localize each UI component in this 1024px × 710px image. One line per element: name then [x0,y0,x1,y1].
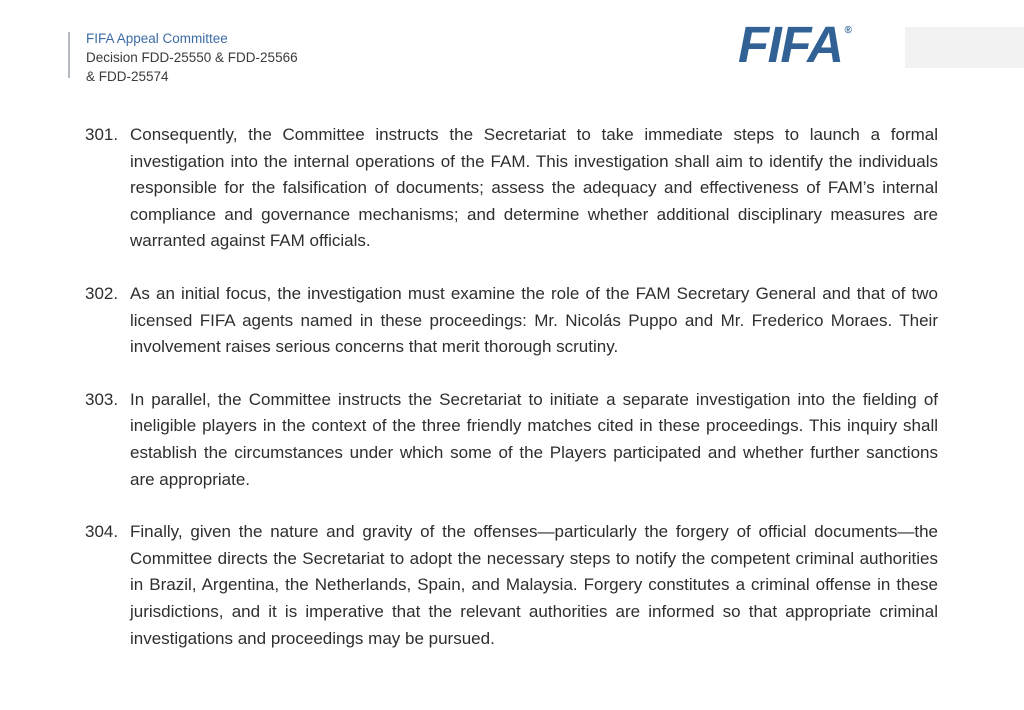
paragraph-text: Finally, given the nature and gravity of the offenses—particularly the forgery of official documents—the Committee directs the Secretariat to adopt the necessary steps to notify the competent criminal authorities in Brazil, Argentina, the Netherlands, Spain, and Malaysia. Forgery constitutes a criminal offense in these jurisdictions, and it is imperative that the relevant authorities are informed so that appropriate criminal investigations and proceedings may be pursued. [130,522,938,648]
paragraph-text: In parallel, the Committee instructs the Secretariat to initiate a separate investigation into the fielding of ineligible players in the context of the three friendly matches cited in these proceedings. This inquiry shall establish the circumstances under which some of the Players participated and whether further sanctions are appropriate. [130,389,938,489]
paragraph-302 [85,281,938,361]
header-text-block [86,29,298,86]
paragraph-304 [85,519,938,652]
registered-trademark-icon: ® [844,25,852,36]
fifa-logo [738,16,852,73]
committee-title: FIFA Appeal Committee [86,31,228,46]
paragraph-text: As an initial focus, the investigation must examine the role of the FAM Secretary General and that of two licensed FIFA agents named in these proceedings: Mr. Nicolás Puppo and Mr. Frederico Moraes. Their involvement raises serious concerns that merit thorough scrutiny. [130,283,938,357]
paragraph-number: 304. [85,522,119,542]
paragraph-303 [85,387,938,493]
fifa-logo-wordmark: FIFA [738,16,843,73]
decision-number-line1: Decision FDD-25550 & FDD-25566 [86,50,298,65]
header-accent-bar [68,32,70,78]
paragraph-text: Consequently, the Committee instructs the Secretariat to take immediate steps to launch a formal investigation into the internal operations of the FAM. This investigation shall aim to identify the individuals responsible for the falsification of documents; assess the adequacy and effectiveness of FAM’s internal compliance and governance mechanisms; and determine whether additional disciplinary measures are warranted against FAM officials. [130,125,938,251]
paragraph-number: 302. [85,283,119,303]
paragraph-number: 301. [85,125,119,144]
decision-body [85,122,938,678]
paragraph-301 [85,122,938,255]
decision-number-line2: & FDD-25574 [86,69,169,84]
paragraph-number: 303. [85,389,119,409]
redacted-region-box [905,27,1024,68]
